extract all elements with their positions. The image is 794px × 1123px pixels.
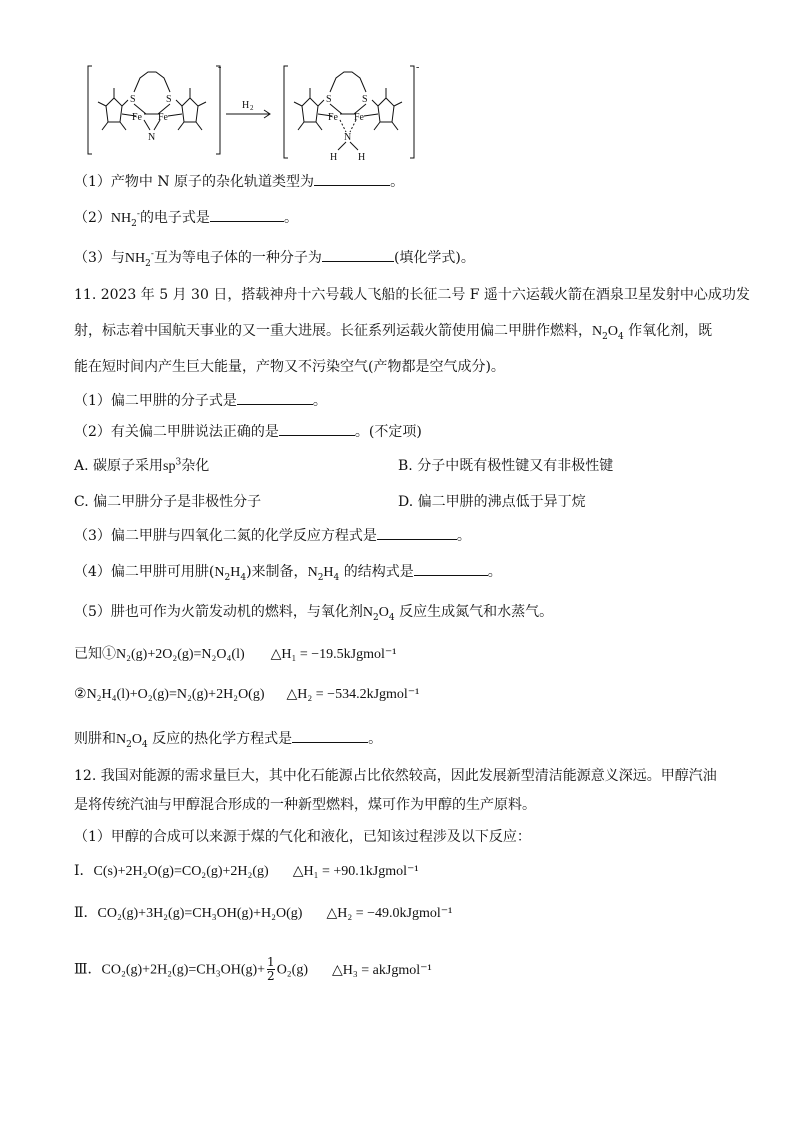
q11-part1: （1）偏二甲肼的分子式是 。 bbox=[74, 393, 327, 409]
answer-blank[interactable] bbox=[322, 248, 394, 262]
q12-stem-line1: 12. 我国对能源的需求量巨大，其中化石能源占比依然较高，因此发展新型清洁能源意义深远。甲醇汽油 bbox=[74, 768, 717, 784]
q11-option-b[interactable]: B. 分子中既有极性键又有非极性键 bbox=[398, 458, 614, 474]
left-charge: - bbox=[218, 62, 222, 73]
q11-part5: （5）肼也可作为火箭发动机的燃料，与氧化剂$N_2O_4$ 反应生成氮气和水蒸气。 bbox=[74, 604, 554, 623]
arrow-reagent-sub: 2 bbox=[250, 104, 254, 112]
q11-stem-line2: 射，标志着中国航天事业的又一重大进展。长征系列运载火箭使用偏二甲肼作燃料，$N_2O_4$ 作氧化剂，既 bbox=[74, 323, 713, 342]
q11-option-c[interactable]: C. 偏二甲肼分子是非极性分子 bbox=[74, 494, 262, 510]
answer-blank[interactable] bbox=[377, 526, 457, 540]
right-h1: H bbox=[330, 152, 338, 162]
q11-stem-line1: 11. 2023 年 5 月 30 日，搭载神舟十六号载人飞船的长征二号 F 遥十六运载火箭在酒泉卫星发射中心成功发 bbox=[74, 287, 750, 303]
q11-option-a[interactable]: A. 碳原子采用$sp^3$杂化 bbox=[74, 457, 210, 474]
right-charge: - bbox=[416, 62, 420, 73]
q11-equation-1: 已知①N₂(g)+2O₂(g)=N₂O₄(l) △H₁ = −19.5kJgmol⁻¹ bbox=[74, 646, 397, 662]
arrow-reagent: H bbox=[242, 100, 250, 111]
q11-part3: （3）偏二甲肼与四氧化二氮的化学反应方程式是 。 bbox=[74, 528, 471, 544]
left-fe1: Fe bbox=[132, 112, 142, 123]
q12-part1: （1）甲醇的合成可以来源于煤的气化和液化，已知该过程涉及以下反应： bbox=[74, 829, 531, 845]
answer-blank[interactable] bbox=[414, 562, 488, 576]
q12-reaction-1: Ⅰ．C(s)+2H₂O(g)=CO₂(g)+2H₂(g) △H₁ = +90.1kJgmol⁻¹ bbox=[74, 863, 419, 879]
left-s1: S bbox=[130, 94, 136, 105]
q11-part2: （2）有关偏二甲肼说法正确的是 。(不定项) bbox=[74, 424, 422, 440]
fraction-half: $\frac{1}{2}$ bbox=[267, 955, 275, 983]
reaction-scheme bbox=[84, 62, 424, 162]
right-n: N bbox=[344, 132, 352, 143]
q11-stem-line3: 能在短时间内产生巨大能量，产物又不污染空气(产物都是空气成分)。 bbox=[74, 359, 505, 375]
q11-equation-2: ②N₂H₄(l)+O₂(g)=N₂(g)+2H₂O(g) △H₂ = −534.2kJgmol⁻¹ bbox=[74, 686, 420, 702]
left-bracket-open bbox=[88, 66, 92, 154]
answer-blank[interactable] bbox=[237, 391, 313, 405]
right-fe1: Fe bbox=[328, 112, 338, 123]
q12-reaction-2: Ⅱ．CO₂(g)+3H₂(g)=CH₃OH(g)+H₂O(g) △H₂ = −49.0kJgmol⁻¹ bbox=[74, 905, 453, 921]
q10-part1: （1）产物中 N 原子的杂化轨道类型为 。 bbox=[74, 174, 405, 190]
right-s2: S bbox=[362, 94, 368, 105]
answer-blank[interactable] bbox=[279, 422, 355, 436]
left-n: N bbox=[148, 132, 156, 143]
answer-blank[interactable] bbox=[292, 729, 368, 743]
q12-reaction-3: Ⅲ．CO₂(g)+2H₂(g)=CH₃OH(g)+ $\frac{1}{2}$ O₂(g) △H₃ = akJgmol⁻¹ bbox=[74, 955, 432, 983]
answer-blank[interactable] bbox=[314, 172, 390, 186]
q12-stem-line2: 是将传统汽油与甲醇混合形成的一种新型燃料，煤可作为甲醇的生产原料。 bbox=[74, 797, 536, 813]
right-s1: S bbox=[326, 94, 332, 105]
q10-part3: （3）与$NH_2^-$互为等电子体的一种分子为 (填化学式)。 bbox=[74, 249, 475, 269]
right-fe2: Fe bbox=[354, 112, 364, 123]
left-fe2: Fe bbox=[158, 112, 168, 123]
q11-part4: （4）偏二甲肼可用肼$(N_2H_4)$来制备，$N_2H_4$ 的结构式是 。 bbox=[74, 564, 502, 583]
right-h2: H bbox=[358, 152, 366, 162]
q11-part6: 则肼和$N_2O_4$ 反应的热化学方程式是 。 bbox=[74, 731, 383, 750]
q11-option-d[interactable]: D. 偏二甲肼的沸点低于异丁烷 bbox=[398, 494, 586, 510]
q10-part2: $(2)NH_2^-$的电子式是 。 bbox=[74, 209, 298, 229]
left-s2: S bbox=[166, 94, 172, 105]
answer-blank[interactable] bbox=[210, 208, 284, 222]
left-bracket-close bbox=[216, 66, 220, 154]
